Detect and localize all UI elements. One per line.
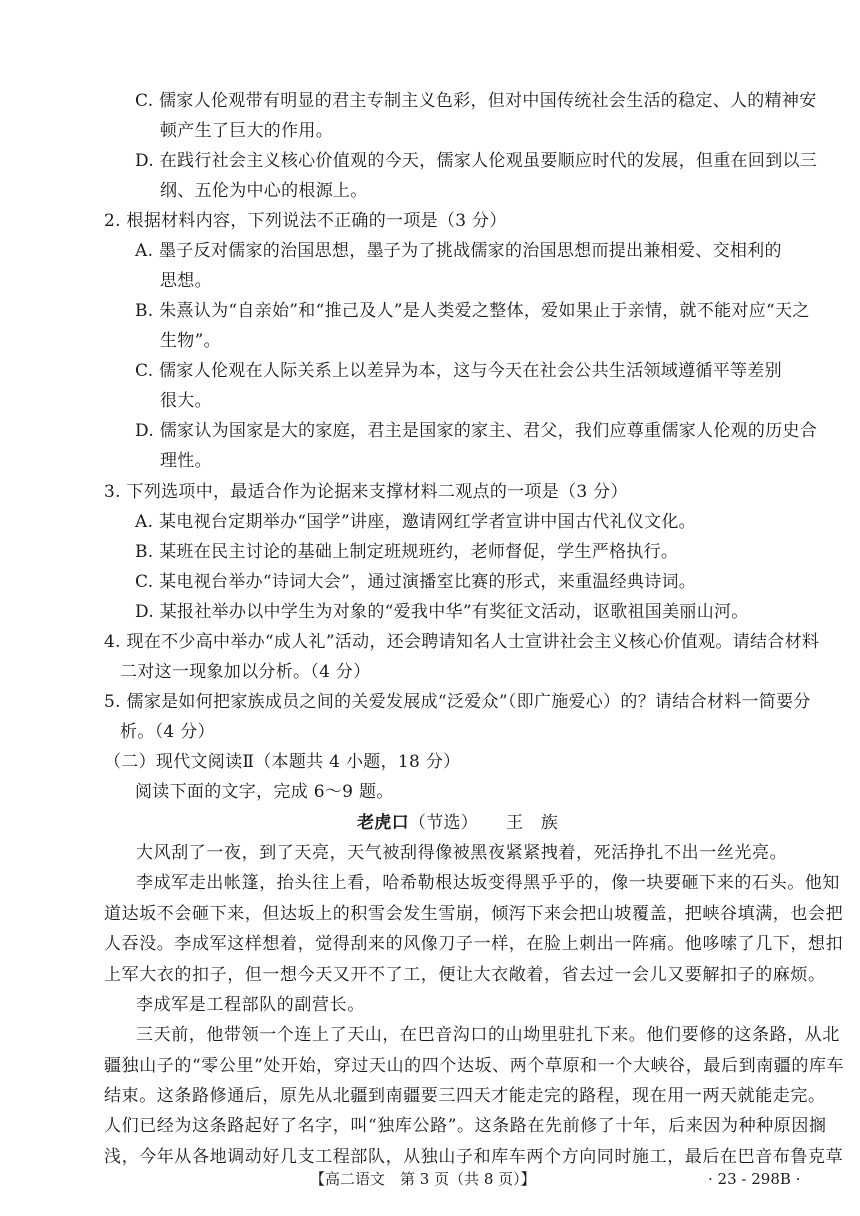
option-3d: D. 某报社举办以中学生为对象的“爱我中华”有奖征文活动，讴歌祖国美丽山河。 xyxy=(135,602,749,622)
question-4-line1: 4. 现在不少高中举办“成人礼”活动，还会聘请知名人士宣讲社会主义核心价值观。请结合材料 xyxy=(104,632,820,652)
article-paragraph-4-line5: 浅，今年从各地调动好几支工程部队，从独山子和库车两个方向同时施工，最后在巴音布鲁克草 xyxy=(104,1147,844,1167)
article-title-note: （节选） xyxy=(408,813,479,833)
article-paragraph-2-line3: 人吞没。李成军这样想着，觉得刮来的风像刀子一样，在脸上刺出一阵痛。他哆嗦了几下，想扣 xyxy=(104,934,844,954)
question-5-line1: 5. 儒家是如何把家族成员之间的关爱发展成“泛爱众”（即广施爱心）的？请结合材料一简要分 xyxy=(104,692,811,712)
option-1d-line1: D. 在践行社会主义核心价值观的今天，儒家人伦观虽要顺应时代的发展，但重在回到以三 xyxy=(135,151,818,171)
question-5-line2: 析。（4 分） xyxy=(120,722,215,742)
option-1c-line1: C. 儒家人伦观带有明显的君主专制主义色彩，但对中国传统社会生活的稳定、人的精神安 xyxy=(135,91,817,111)
option-2c-line1: C. 儒家人伦观在人际关系上以差异为本，这与今天在社会公共生活领域遵循平等差别 xyxy=(135,361,782,381)
article-title-block xyxy=(357,812,558,834)
option-2c-line2: 很大。 xyxy=(160,391,212,411)
option-2a-line2: 思想。 xyxy=(160,271,212,291)
option-2b-line1: B. 朱熹认为“自亲始”和“推己及人”是人类爱之整体，爱如果止于亲情，就不能对应“天之 xyxy=(135,301,810,321)
question-4-line2: 二对这一现象加以分析。（4 分） xyxy=(120,662,371,682)
article-paragraph-4-line4: 人们已经为这条路起好了名字，叫“独库公路”。这条路在先前修了十年，后来因为种种原因搁 xyxy=(104,1116,827,1136)
reading-instruction: 阅读下面的文字，完成 6～9 题。 xyxy=(135,782,394,802)
option-3a: A. 某电视台定期举办“国学”讲座，邀请网红学者宣讲中国古代礼仪文化。 xyxy=(135,512,696,532)
option-1c-line2: 顿产生了巨大的作用。 xyxy=(160,121,333,141)
option-2a-line1: A. 墨子反对儒家的治国思想，墨子为了挑战儒家的治国思想而提出兼相爱、交相利的 xyxy=(135,241,782,261)
article-paragraph-4-line2: 疆独山子的“零公里”处开始，穿过天山的四个达坂、两个草原和一个大峡谷，最后到南疆的库车 xyxy=(104,1056,845,1076)
article-paragraph-1: 大风刮了一夜，到了天亮，天气被刮得像被黑夜紧紧拽着，死活挣扎不出一丝光亮。 xyxy=(136,843,788,863)
option-3b: B. 某班在民主讨论的基础上制定班规班约，老师督促，学生严格执行。 xyxy=(135,542,679,562)
question-3-stem: 3. 下列选项中，最适合作为论据来支撑材料二观点的一项是（3 分） xyxy=(104,482,628,502)
article-paragraph-4-line3: 结束。这条路修通后，原先从北疆到南疆要三四天才能走完的路程，现在用一两天就能走完。 xyxy=(104,1086,826,1106)
article-paragraph-4-line1: 三天前，他带领一个连上了天山，在巴音沟口的山坳里驻扎下来。他们要修的这条路，从北 xyxy=(136,1025,840,1045)
article-paragraph-2-line2: 道达坂不会砸下来，但达坂上的积雪会发生雪崩，倾泻下来会把山坡覆盖，把峡谷填满，也会把 xyxy=(104,904,844,924)
question-2-stem: 2. 根据材料内容，下列说法不正确的一项是（3 分） xyxy=(104,211,507,231)
option-2d-line2: 理性。 xyxy=(160,451,212,471)
article-paragraph-3: 李成军是工程部队的副营长。 xyxy=(136,995,365,1015)
section-heading: （二）现代文阅读Ⅱ（本题共 4 小题，18 分） xyxy=(104,752,461,772)
option-3c: C. 某电视台举办“诗词大会”，通过演播室比赛的形式，来重温经典诗词。 xyxy=(135,572,697,592)
exam-code: · 23 - 298B · xyxy=(708,1170,801,1188)
article-author: 王 族 xyxy=(506,813,559,833)
option-2b-line2: 生物”。 xyxy=(160,331,221,351)
option-2d-line1: D. 儒家认为国家是大的家庭，君主是国家的家主、君父，我们应尊重儒家人伦观的历史合 xyxy=(135,421,818,441)
article-title: 老虎口 xyxy=(357,813,409,833)
page-footer-label: 【高二语文 第 3 页（共 8 页）】 xyxy=(310,1170,536,1188)
option-1d-line2: 纲、五伦为中心的根源上。 xyxy=(160,181,368,201)
article-paragraph-2-line1: 李成军走出帐篷，抬头往上看，哈希勒根达坂变得黑乎乎的，像一块要砸下来的石头。他知 xyxy=(136,873,840,893)
article-paragraph-2-line4: 上军大衣的扣子，但一想今天又开不了工，便让大衣敞着，省去过一会儿又要解扣子的麻烦。 xyxy=(104,965,826,985)
